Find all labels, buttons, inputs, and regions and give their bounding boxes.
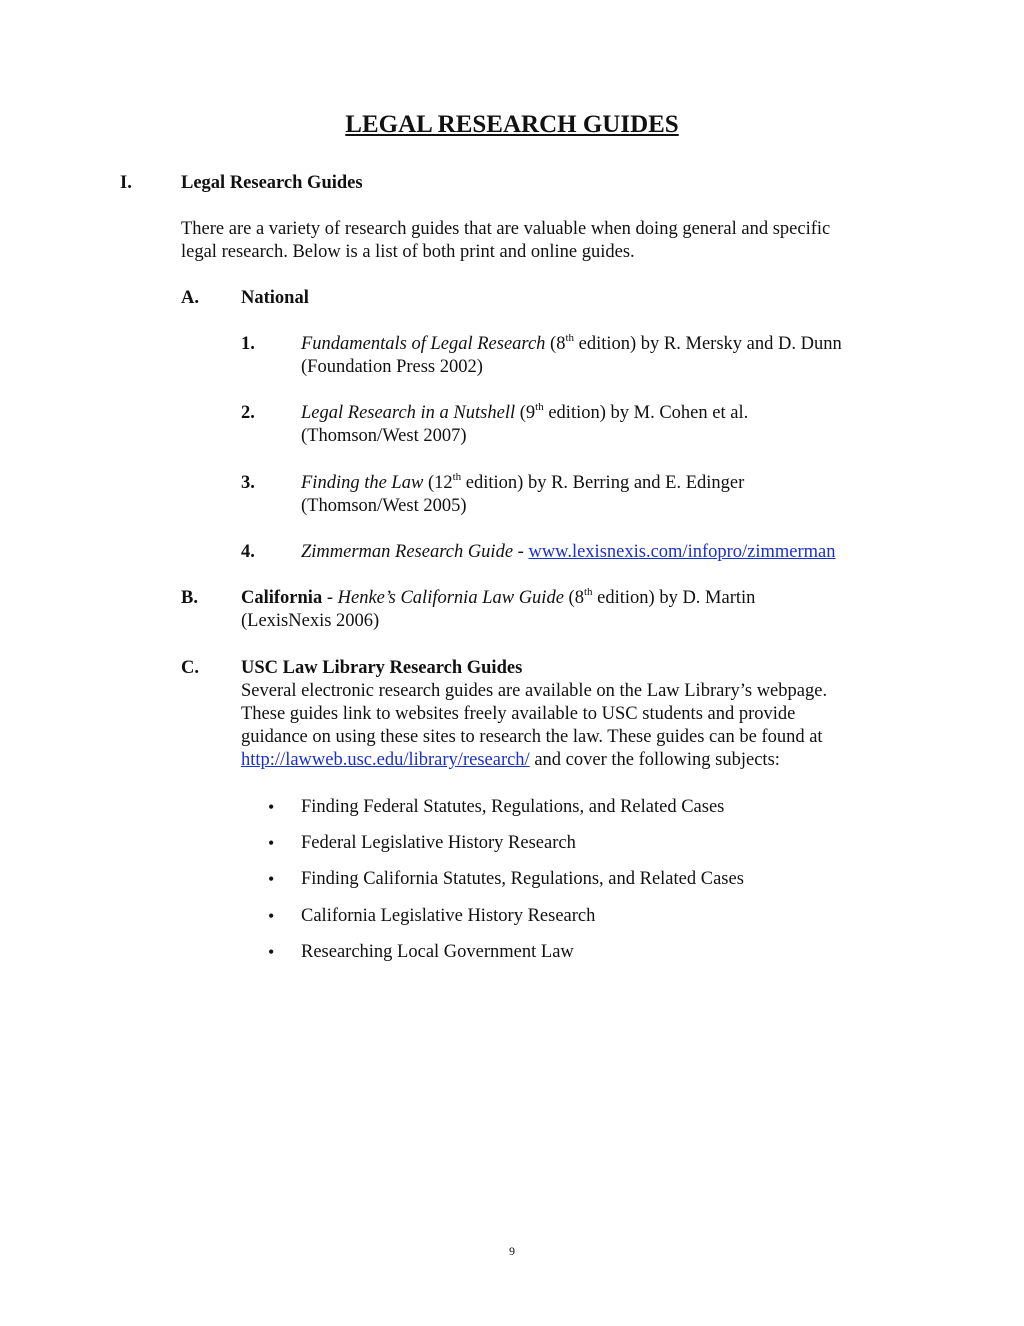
intro-line-2: legal research. Below is a list of both print and online guides. (181, 242, 635, 262)
subsection-a-letter: A. (181, 288, 199, 308)
subsection-c-line-3: guidance on using these sites to research the law. These guides can be found at (241, 727, 823, 747)
list-item-number: 2. (241, 403, 255, 423)
subsection-b-line: California - Henke’s California Law Guide (8th edition) by D. Martin (241, 585, 756, 608)
list-item-number: 4. (241, 542, 255, 562)
page-number: 9 (509, 1244, 515, 1258)
section-number: I. (120, 173, 132, 193)
subsection-b-heading: California (241, 588, 323, 608)
zimmerman-link[interactable]: www.lexisnexis.com/infopro/zimmerman (528, 542, 836, 562)
list-item: California Legislative History Research (301, 906, 596, 926)
subsection-c-line-4: http://lawweb.usc.edu/library/research/ and cover the following subjects: (241, 750, 780, 770)
publisher-line: (Foundation Press 2002) (301, 357, 483, 377)
book-title: Legal Research in a Nutshell (301, 403, 516, 423)
subsection-c-line-2: These guides link to websites freely available to USC students and provide (241, 704, 796, 724)
bullet-icon: • (268, 906, 275, 926)
book-title: Zimmerman Research Guide (301, 542, 514, 562)
bullet-icon: • (268, 942, 275, 962)
list-item: Fundamentals of Legal Research (8th edition) by R. Mersky and D. Dunn (301, 331, 842, 354)
list-item: Finding Federal Statutes, Regulations, and Related Cases (301, 797, 725, 817)
bullet-icon: • (268, 869, 275, 889)
publisher-line: (Thomson/West 2007) (301, 426, 467, 446)
list-item-number: 1. (241, 334, 255, 354)
publisher-line: (LexisNexis 2006) (241, 611, 380, 631)
bullet-icon: • (268, 797, 275, 817)
book-title: Finding the Law (301, 473, 424, 493)
subsection-a-heading: National (241, 288, 309, 308)
subsection-c-line-1: Several electronic research guides are available on the Law Library’s webpage. (241, 681, 828, 701)
intro-line-1: There are a variety of research guides that are valuable when doing general and specific (181, 219, 831, 239)
page-title: LEGAL RESEARCH GUIDES (345, 111, 679, 138)
book-title: Henke’s California Law Guide (337, 588, 564, 608)
list-item: Legal Research in a Nutshell (9th edition) by M. Cohen et al. (301, 400, 749, 423)
subsection-b-letter: B. (181, 588, 198, 608)
list-item: Zimmerman Research Guide - www.lexisnexis.com/infopro/zimmerman (301, 542, 836, 562)
list-item: Researching Local Government Law (301, 942, 574, 962)
publisher-line: (Thomson/West 2005) (301, 496, 467, 516)
book-title: Fundamentals of Legal Research (301, 334, 546, 354)
list-item: Finding the Law (12th edition) by R. Berring and E. Edinger (301, 470, 745, 493)
list-item: Finding California Statutes, Regulations, and Related Cases (301, 869, 744, 889)
usc-research-link[interactable]: http://lawweb.usc.edu/library/research/ (241, 750, 530, 770)
list-item-number: 3. (241, 473, 255, 493)
subsection-c-heading: USC Law Library Research Guides (241, 658, 523, 678)
subsection-c-letter: C. (181, 658, 199, 678)
list-item: Federal Legislative History Research (301, 833, 576, 853)
section-heading: Legal Research Guides (181, 173, 363, 193)
bullet-icon: • (268, 833, 275, 853)
